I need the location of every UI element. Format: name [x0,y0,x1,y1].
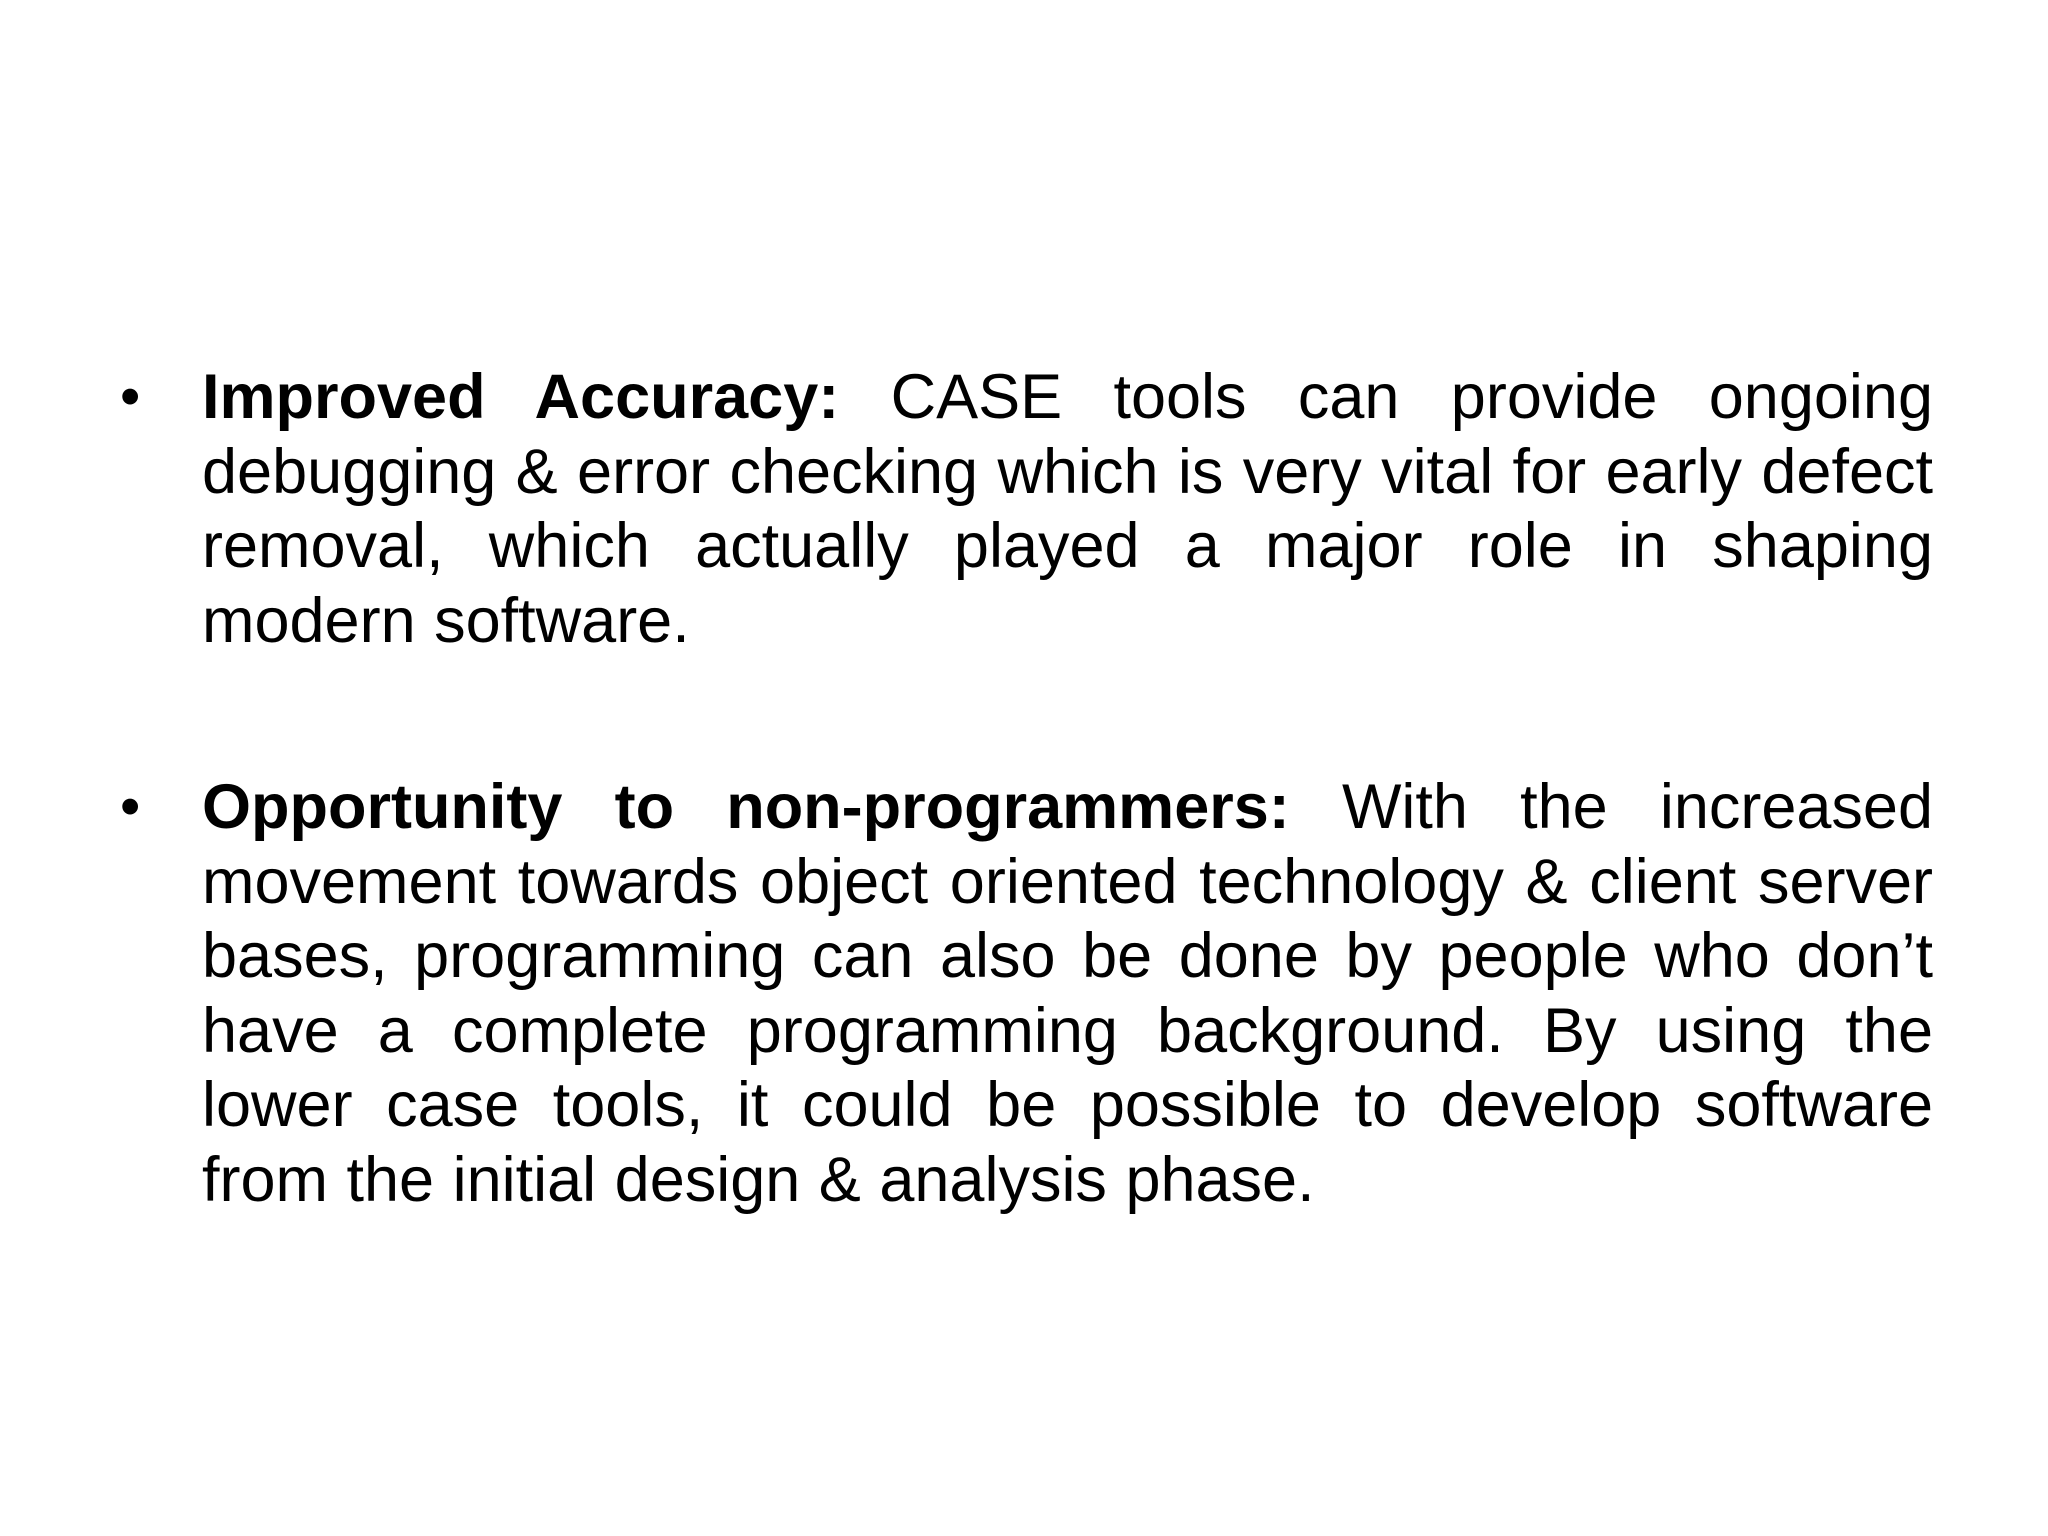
bullet-term: Opportunity to non-programmers: [202,772,1290,842]
bullet-item-improved-accuracy [118,360,1933,658]
bullet-icon: • [120,774,141,839]
bullet-text: CASE tools can provide ongoing debugging & error checking which is very vital for early defect removal, which actually played a major role in shaping modern software. [202,362,1933,656]
bullet-text: With the increased movement towards object oriented technology & client server bases, programming can also be done by people who don’t have a complete programming background. By using the lower case tools, it could be possible to develop software from the initial design & analysis phase. [202,772,1933,1215]
bullet-list [118,360,1933,1217]
bullet-icon: • [120,364,141,429]
bullet-item-opportunity-non-programmers [118,770,1933,1217]
bullet-term: Improved Accuracy: [202,362,840,432]
